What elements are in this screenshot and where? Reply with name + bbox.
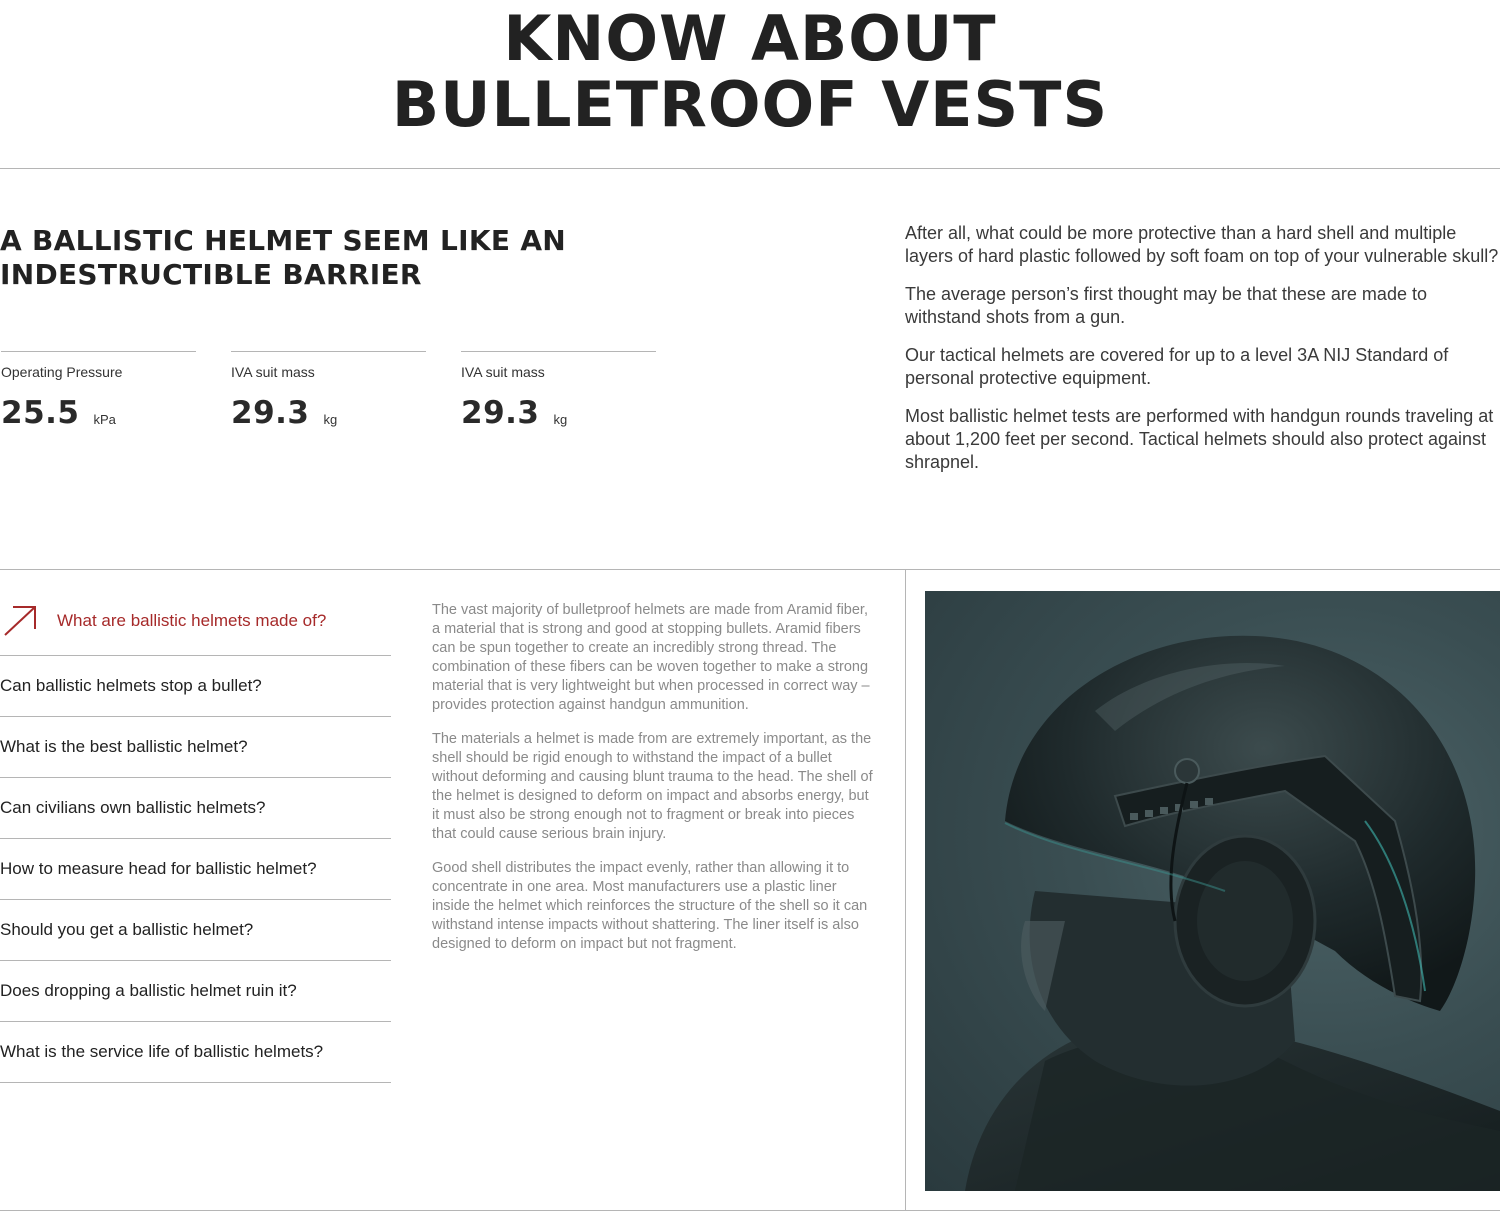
faq-item-label: Can ballistic helmets stop a bullet? (0, 676, 262, 695)
faq-item-best-helmet[interactable] (0, 717, 391, 778)
faq-item-should-you-get[interactable] (0, 900, 391, 961)
stat-value: 25.5 (1, 395, 80, 431)
faq-item-label: What is the service life of ballistic helmets? (0, 1042, 324, 1061)
stat-label: IVA suit mass (461, 364, 545, 380)
stat-value: 29.3 (461, 395, 540, 431)
hero-title-line-1: KNOW ABOUT (503, 2, 997, 75)
helmet-photo (925, 591, 1500, 1191)
stat-divider (1, 351, 196, 352)
divider-bottom (0, 1210, 1500, 1211)
divider-top (0, 168, 1500, 169)
stat-iva-suit-mass-1 (231, 351, 426, 429)
divider-middle (0, 569, 1500, 570)
intro-paragraph: Our tactical helmets are covered for up to a level 3A NIJ Standard of personal protective equipment. (905, 345, 1449, 388)
faq-list (0, 586, 391, 1083)
faq-item-stop-bullet[interactable] (0, 656, 391, 717)
arrow-up-right-icon (2, 604, 38, 638)
stat-iva-suit-mass-2 (461, 351, 656, 429)
answer-paragraph: The materials a helmet is made from are extremely important, as the shell should be rigid enough to withstand the impact of a bullet without deforming and causing blunt trauma to the head. The shell of the helmet is designed to deform on impact and absorbs energy, but it must also be strong enough not to fragment or break into pieces that could cause serious brain injury. (432, 731, 873, 842)
faq-item-dropping[interactable] (0, 961, 391, 1022)
hero-title-line-2: BULLETROOF VESTS (391, 68, 1109, 141)
faq-item-label: Does dropping a ballistic helmet ruin it? (0, 981, 297, 1000)
faq-answer (432, 601, 877, 969)
answer-paragraph: Good shell distributes the impact evenly, rather than allowing it to concentrate in one area. Most manufacturers use a plastic liner inside the helmet which reinforces the structure of the shell so it can withstand intense impacts without shattering. The liner itself is also designed to deform on impact but not fragment. (432, 860, 868, 952)
helmet-illustration (925, 591, 1500, 1191)
hero-title (0, 2, 1500, 141)
stat-label: IVA suit mass (231, 364, 315, 380)
stat-label: Operating Pressure (1, 364, 123, 380)
divider-vertical (905, 570, 906, 1210)
intro-paragraph: After all, what could be more protective than a hard shell and multiple layers of hard plastic followed by soft foam on top of your vulnerable skull? (905, 223, 1499, 266)
stat-value: 29.3 (231, 395, 310, 431)
faq-item-label: What are ballistic helmets made of? (57, 610, 327, 630)
faq-item-service-life[interactable] (0, 1022, 391, 1083)
stat-unit: kg (323, 412, 338, 427)
faq-item-materials[interactable] (0, 586, 391, 656)
section-heading: A BALLISTIC HELMET SEEM LIKE AN INDESTRUCTIBLE BARRIER (0, 224, 567, 291)
answer-paragraph: The vast majority of bulletproof helmets are made from Aramid fiber, a material that is strong and good at stopping bullets. Aramid fibers can be spun together to create an incredibly strong thread. The combination of these fibers can be woven together to make a strong material that is very lightweight but when processed in correct way – provides protection against handgun ammunition. (432, 602, 870, 713)
intro-text (905, 222, 1500, 489)
faq-item-measure-head[interactable] (0, 839, 391, 900)
stat-operating-pressure (1, 351, 196, 429)
stat-unit: kPa (93, 412, 116, 427)
stat-divider (231, 351, 426, 352)
faq-item-label: Should you get a ballistic helmet? (0, 920, 254, 939)
faq-item-label: Can civilians own ballistic helmets? (0, 798, 266, 817)
faq-item-label: What is the best ballistic helmet? (0, 737, 248, 756)
stat-unit: kg (553, 412, 568, 427)
intro-paragraph: The average person’s first thought may be that these are made to withstand shots from a gun. (905, 284, 1427, 327)
stat-divider (461, 351, 656, 352)
intro-paragraph: Most ballistic helmet tests are performed with handgun rounds traveling at about 1,200 feet per second. Tactical helmets should also protect against shrapnel. (905, 406, 1494, 472)
faq-item-label: How to measure head for ballistic helmet? (0, 859, 317, 878)
faq-item-civilians[interactable] (0, 778, 391, 839)
